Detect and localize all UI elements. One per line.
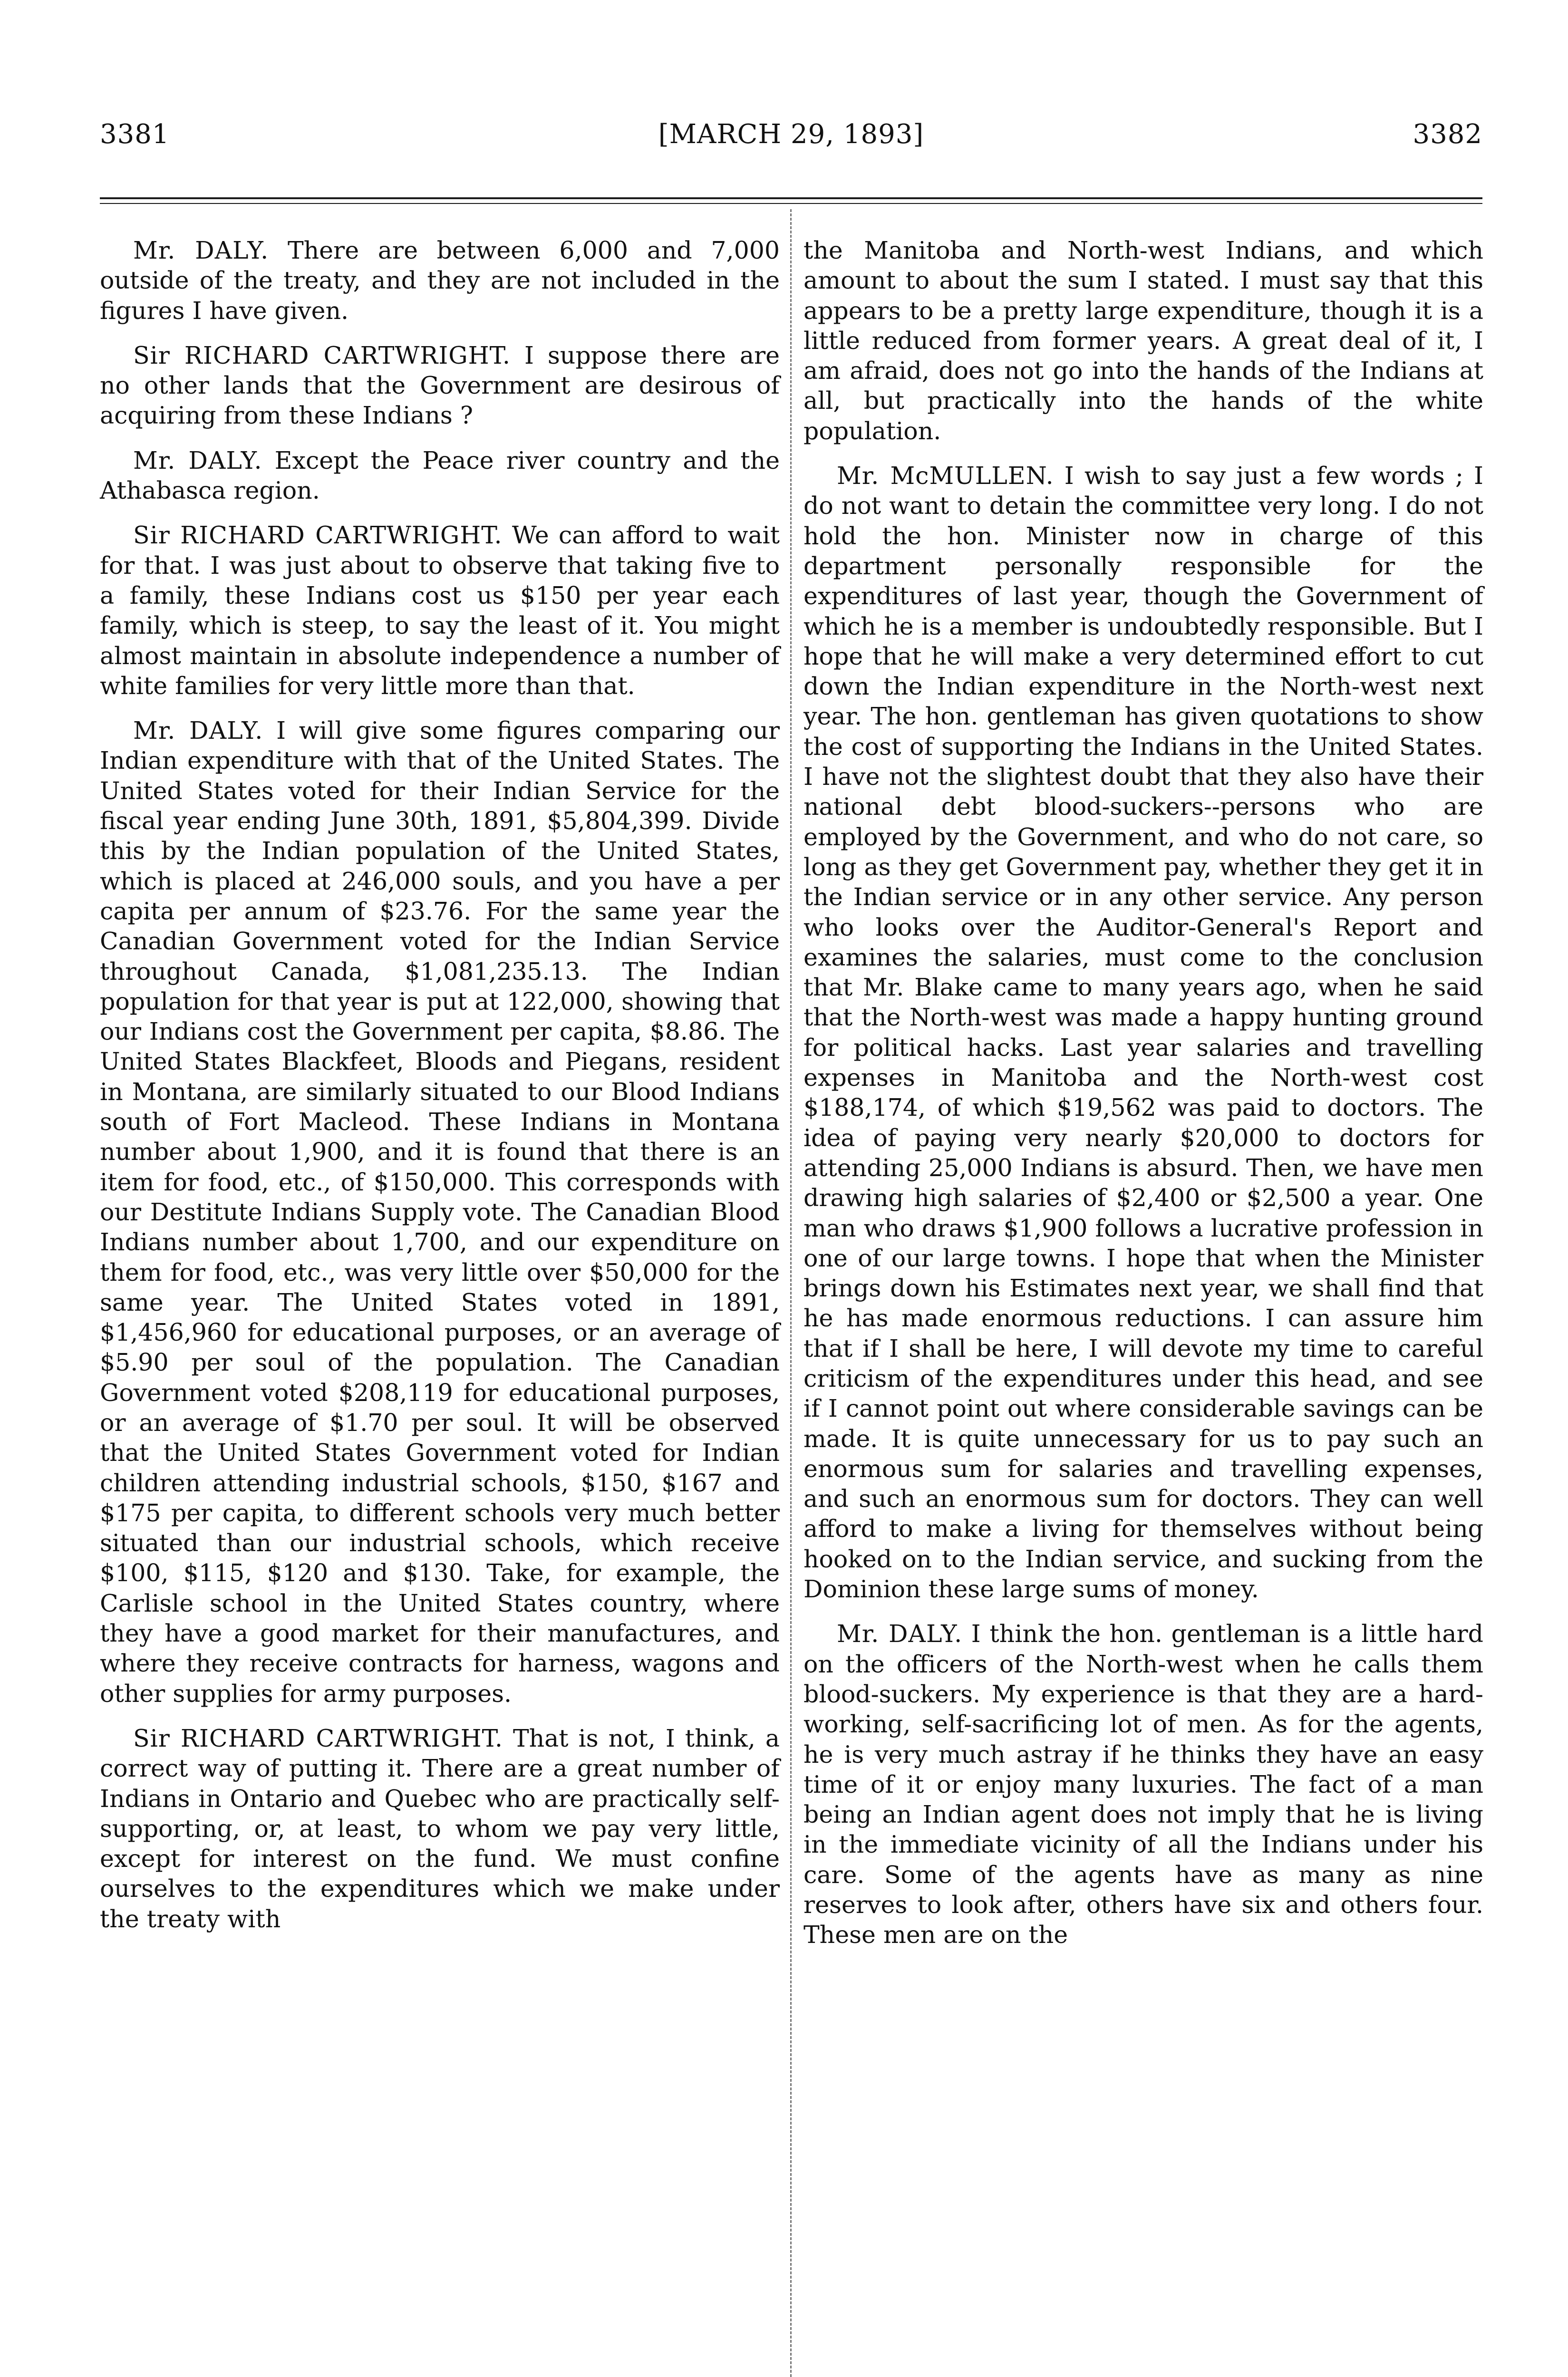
right-page-number: 3382 [1413,119,1482,150]
speech-paragraph [100,520,780,701]
speech-paragraph [803,461,1483,1604]
speaker-name: Mr. DALY. [837,1620,963,1648]
speaker-name: Mr. DALY. [133,446,262,474]
column-divider [790,209,792,2377]
speech-text: I suppose there are no other lands that the Government are desirous of acquiring from these Indians ? [100,341,780,430]
speech-paragraph [100,340,780,431]
speech-text: I wish to say just a few words ; I do not want to detain the committee very long. I do not hold the hon. Minister now in charge of this department personally responsible for the expenditures of last year, though the Government of which he is a member is undoubtedly responsible. But I hope that he will make a very determined effort to cut down the Indian expenditure in the North-west next year. The hon. gentleman has given quotations to show the cost of supporting the Indians in the United States. I have not the slightest doubt that they also have their national debt blood-suckers--persons who are employed by the Government, and who do not care, so long as they get Government pay, whether they get it in the Indian service or in any other service. Any person who looks over the Auditor-General's Report and examines the salaries, must come to the conclusion that Mr. Blake came to many years ago, when he said that the North-west was made a happy hunting ground for political hacks. Last year salaries and travelling expenses in Manitoba and the North-west cost $188,174, of which $19,562 was paid to doctors. The idea of paying very nearly $20,000 to doctors for attending 25,000 Indians is absurd. Then, we have men drawing high salaries of $2,400 or $2,500 a year. One man who draws $1,900 follows a lucrative profession in one of our large towns. I hope that when the Minister brings down his Estimates next year, we shall find that he has made enormous reductions. I can assure him that if I shall be here, I will devote my time to careful criticism of the expenditures under this head, and see if I cannot point out where considerable savings can be made. It is quite unnecessary for us to pay such an enormous sum for salaries and travelling expenses, and such an enormous sum for doctors. They can well afford to make a living for themselves without being hooked on to the Indian service, and sucking from the Dominion these large sums of money. [803,462,1484,1604]
speech-paragraph [100,715,780,1709]
speech-paragraph [100,445,780,506]
speech-text: Except the Peace river country and the Athabasca region. [100,446,780,505]
speech-text: We can afford to wait for that. I was just about to observe that taking five to a family, these Indians cost us $150 per year each family, which is steep, to say the least of it. You might almost maintain in absolute independence a number of white families for very little more than that. [100,521,780,700]
speaker-name: Mr. DALY. [133,236,269,264]
left-page-number: 3381 [100,119,170,150]
speech-paragraph [100,235,780,326]
session-date: [MARCH 29, 1893] [658,119,924,150]
speaker-name: Sir RICHARD CARTWRIGHT. [133,341,511,369]
speech-text: I think the hon. gentleman is a little hard on the officers of the North-west when he calls them blood-suckers. My experience is that they are a hard-working, self-sacrificing lot of men. As for the agents, he is very much astray if he thinks they have an easy time of it or enjoy many luxuries. The fact of a man being an Indian agent does not imply that he is living in the immediate vicinity of all the Indians under his care. Some of the agents have as many as nine reserves to look after, others have six and others four. These men are on the [803,1620,1483,1949]
speaker-name: Sir RICHARD CARTWRIGHT. [133,1724,503,1752]
speech-text: I will give some figures comparing our Indian expenditure with that of the United States. The United States voted for their Indian Service for the fiscal year ending June 30th, 1891, $5,804,399. Divide this by the Indian population of the United States, which is placed at 246,000 souls, and you have a per capita per annum of $23.76. For the same year the Canadian Government voted for the Indian Service throughout Canada, $1,081,235.13. The Indian population for that year is put at 122,000, showing that our Indians cost the Government per capita, $8.86. The United States Blackfeet, Bloods and Piegans, resident in Montana, are similarly situated to our Blood Indians south of Fort Macleod. These Indians in Montana number about 1,900, and it is found that there is an item for food, etc., of $150,000. This corresponds with our Destitute Indians Supply vote. The Canadian Blood Indians number about 1,700, and our expenditure on them for food, etc., was very little over $50,000 for the same year. The United States voted in 1891, $1,456,960 for educational purposes, or an average of $5.90 per soul of the population. The Canadian Government voted $208,119 for educational purposes, or an average of $1.70 per soul. It will be observed that the United States Government voted for Indian children attending industrial schools, $150, $167 and $175 per capita, to different schools very much better situated than our industrial schools, which receive $100, $115, $120 and $130. Take, for example, the Carlisle school in the United States country, where they have a good market for their manufactures, and where they receive contracts for harness, wagons and other supplies for army purposes. [100,716,780,1708]
header-rule [100,197,1482,204]
speech-text: That is not, I think, a correct way of putting it. There are a great number of Indians in Ontario and Quebec who are practically self-supporting, or, at least, to whom we pay very little, except for interest on the fund. We must confine ourselves to the expenditures which we make under the treaty with [100,1724,780,1933]
continued-paragraph [803,235,1483,446]
speech-text: the Manitoba and North-west Indians, and which amount to about the sum I stated. I must say that this appears to be a pretty large expenditure, though it is a little reduced from former years. A great deal of it, I am afraid, does not go into the hands of the Indians at all, but practically into the hands of the white population. [803,236,1483,445]
speech-paragraph [803,1619,1483,1950]
speaker-name: Sir RICHARD CARTWRIGHT. [133,521,503,550]
speaker-name: Mr. McMULLEN. [837,462,1054,490]
right-column [803,235,1483,1965]
speaker-name: Mr. DALY. [133,716,263,745]
page-header [100,119,1482,162]
left-column [100,235,780,1949]
speech-paragraph [100,1723,780,1934]
speech-text: There are between 6,000 and 7,000 outside of the treaty, and they are not included in the figures I have given. [100,236,780,325]
